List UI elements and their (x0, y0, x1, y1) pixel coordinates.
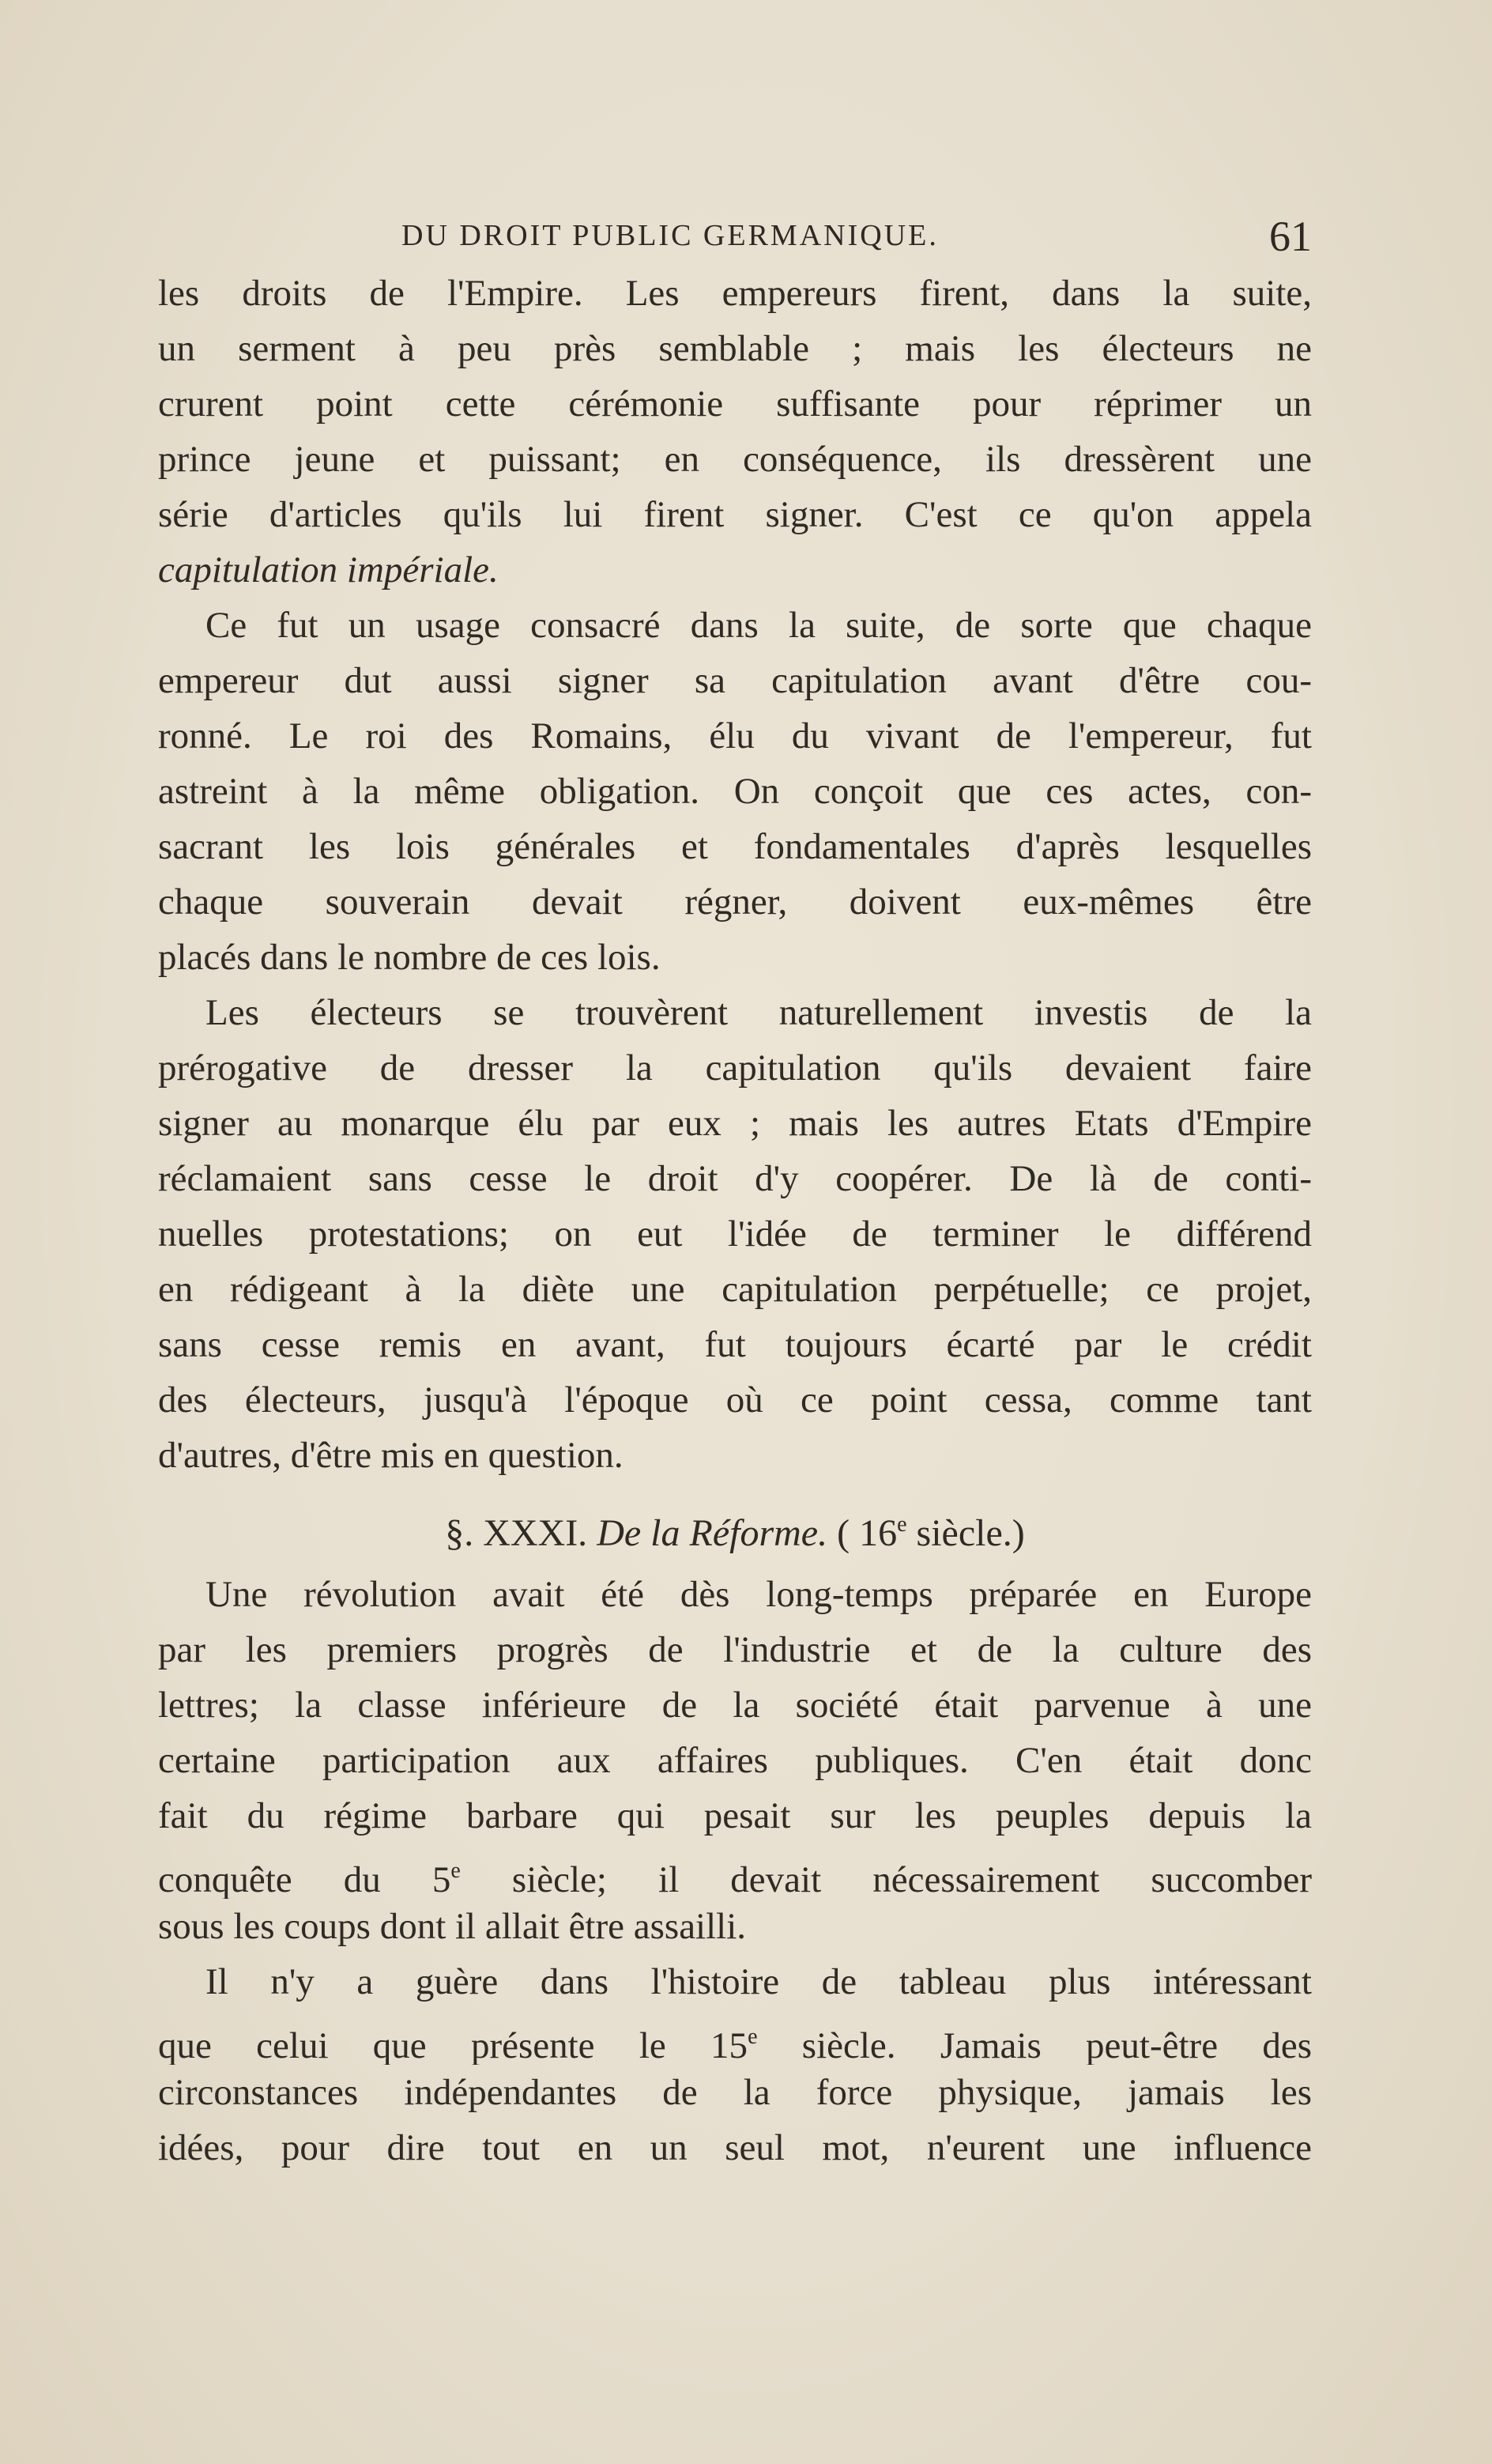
paragraph (158, 266, 1312, 598)
section-title: De la Réforme. (597, 1512, 828, 1554)
text-line: un serment à peu près semblable ; mais les électeurs ne (158, 328, 1312, 369)
text-line: réclamaient sans cesse le droit d'y coopérer. De là de conti- (158, 1158, 1312, 1199)
text-line: les droits de l'Empire. Les empereurs firent, dans la suite, (158, 273, 1312, 314)
body-text (158, 266, 1312, 2175)
text-line: empereur dut aussi signer sa capitulation avant d'être cou- (158, 660, 1312, 701)
text-line: ronné. Le roi des Romains, élu du vivant de l'empereur, fut (158, 715, 1312, 757)
text-line: Les électeurs se trouvèrent naturellement investis de la (205, 992, 1312, 1033)
text-line: sacrant les lois générales et fondamentales d'après lesquelles (158, 826, 1312, 867)
text-line: Il n'y a guère dans l'histoire de tableau plus intéressant (205, 1961, 1312, 2002)
section-date: ( 16e siècle.) (837, 1512, 1025, 1554)
text-line: par les premiers progrès de l'industrie et de la culture des (158, 1629, 1312, 1670)
text-line: circonstances indépendantes de la force physique, jamais les (158, 2072, 1312, 2113)
text-line: capitulation impériale. (158, 549, 499, 591)
text-line: d'autres, d'être mis en question. (158, 1435, 624, 1476)
text-line: en rédigeant à la diète une capitulation perpétuelle; ce projet, (158, 1269, 1312, 1310)
text-line: Ce fut un usage consacré dans la suite, de sorte que chaque (205, 605, 1312, 646)
text-line: astreint à la même obligation. On conçoit que ces actes, con- (158, 771, 1312, 812)
text-line: certaine participation aux affaires publiques. C'en était donc (158, 1740, 1312, 1781)
text-line: idées, pour dire tout en un seul mot, n'eurent une influence (158, 2127, 1312, 2168)
text-line: des électeurs, jusqu'à l'époque où ce point cessa, comme tant (158, 1379, 1312, 1421)
text-line: prince jeune et puissant; en conséquence, ils dressèrent une (158, 439, 1312, 480)
text-line: lettres; la classe inférieure de la société était parvenue à une (158, 1685, 1312, 1726)
paragraph (158, 598, 1312, 985)
text-line: nuelles protestations; on eut l'idée de terminer le différend (158, 1213, 1312, 1255)
page-number: 61 (1269, 213, 1312, 260)
text-line: sous les coups dont il allait être assailli. (158, 1906, 747, 1947)
page-header (158, 212, 1312, 267)
running-head: DU DROIT PUBLIC GERMANIQUE. (401, 219, 939, 252)
section-heading (158, 1497, 1312, 1553)
section-number: §. XXXI. (445, 1512, 588, 1554)
text-line: Une révolution avait été dès long-temps préparée en Europe (205, 1574, 1312, 1615)
paragraph (158, 1954, 1312, 2175)
paragraph (158, 985, 1312, 1483)
text-line: prérogative de dresser la capitulation qu'ils devaient faire (158, 1047, 1312, 1089)
text-line: signer au monarque élu par eux ; mais les autres Etats d'Empire (158, 1103, 1312, 1144)
text-line: placés dans le nombre de ces lois. (158, 937, 661, 978)
text-line: chaque souverain devait régner, doivent eux-mêmes être (158, 881, 1312, 923)
text-line: sans cesse remis en avant, fut toujours écarté par le crédit (158, 1324, 1312, 1365)
text-line: crurent point cette cérémonie suffisante pour réprimer un (158, 383, 1312, 425)
paragraph (158, 1567, 1312, 1954)
text-line: que celui que présente le 15e siècle. Jamais peut-être des (158, 2024, 1312, 2065)
text-line: série d'articles qu'ils lui firent signer. C'est ce qu'on appela (158, 494, 1312, 535)
text-line: conquête du 5e siècle; il devait nécessairement succomber (158, 1858, 1312, 1899)
text-line: fait du régime barbare qui pesait sur les peuples depuis la (158, 1795, 1312, 1836)
